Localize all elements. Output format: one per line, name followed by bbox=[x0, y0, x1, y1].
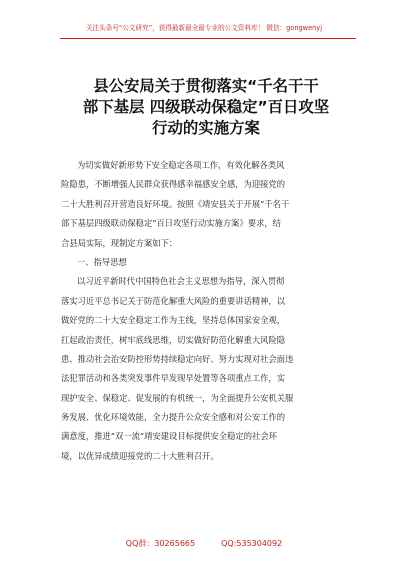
title-line: 行动的实施方案 bbox=[152, 119, 260, 137]
header-banner: 关注头条号“公文研究”，获得最新最全最专业的公文资料库！ 微信：gongwenyj bbox=[85, 24, 323, 32]
body-line: 二十大胜利召开营造良好环境。按照《靖安县关于开展“千名干 bbox=[61, 198, 290, 209]
footer-qq-number: QQ:535304092 bbox=[221, 539, 283, 548]
body-line: 合县局实际，现制定方案如下： bbox=[61, 237, 178, 248]
body-line: 满意度，推进“双一流”靖安建设目标提供安全稳定的社会环 bbox=[61, 431, 277, 442]
footer-contact bbox=[0, 538, 408, 549]
document-title bbox=[46, 76, 366, 139]
body-line: 落实习近平总书记关于防范化解重大风险的重要讲话精神，以 bbox=[61, 295, 286, 306]
body-line: 险隐患，不断增强人民群众获得感幸福感安全感，为迎接党的 bbox=[61, 179, 286, 190]
body-line: 法犯罪活动和各类突发事件早发现早处置等各项重点工作，实 bbox=[61, 373, 286, 384]
body-line: 扛起政治责任，树牢底线思维，切实做好防范化解重大风险隐 bbox=[61, 334, 286, 345]
body-line: 为切实做好新形势下安全稳定各项工作，有效化解各类风 bbox=[77, 160, 285, 170]
body-line: 做好党的二十大安全稳定工作为主线，坚持总体国家安全观， bbox=[61, 315, 286, 326]
body-line: 务发展、优化环境效能，全力提升公众安全感和对公安工作的 bbox=[61, 412, 286, 423]
body-line: 部下基层四级联动保稳定”百日攻坚行动实施方案》要求，结 bbox=[61, 218, 281, 229]
body-line: 现护安全、保稳定、促发展的有机统一，为全面提升公安机关服 bbox=[61, 392, 294, 403]
title-line: 部下基层 四级联动保稳定”百日攻坚 bbox=[82, 98, 330, 116]
body-line: 以习近平新时代中国特色社会主义思想为指导，深入贯彻 bbox=[77, 276, 285, 287]
footer-qq-group: QQ群：30265665 bbox=[125, 539, 196, 548]
header-divider bbox=[60, 38, 356, 39]
section-heading: 一、指导思想 bbox=[77, 256, 127, 267]
body-line: 境，以优异成绩迎接党的二十大胜利召开。 bbox=[61, 450, 219, 461]
title-line: 县公安局关于贯彻落实“千名干干 bbox=[93, 77, 319, 95]
document-body bbox=[61, 156, 357, 466]
body-line: 患、推动社会治安防控形势持续稳定向好、努力实现对社会面违 bbox=[61, 353, 294, 364]
